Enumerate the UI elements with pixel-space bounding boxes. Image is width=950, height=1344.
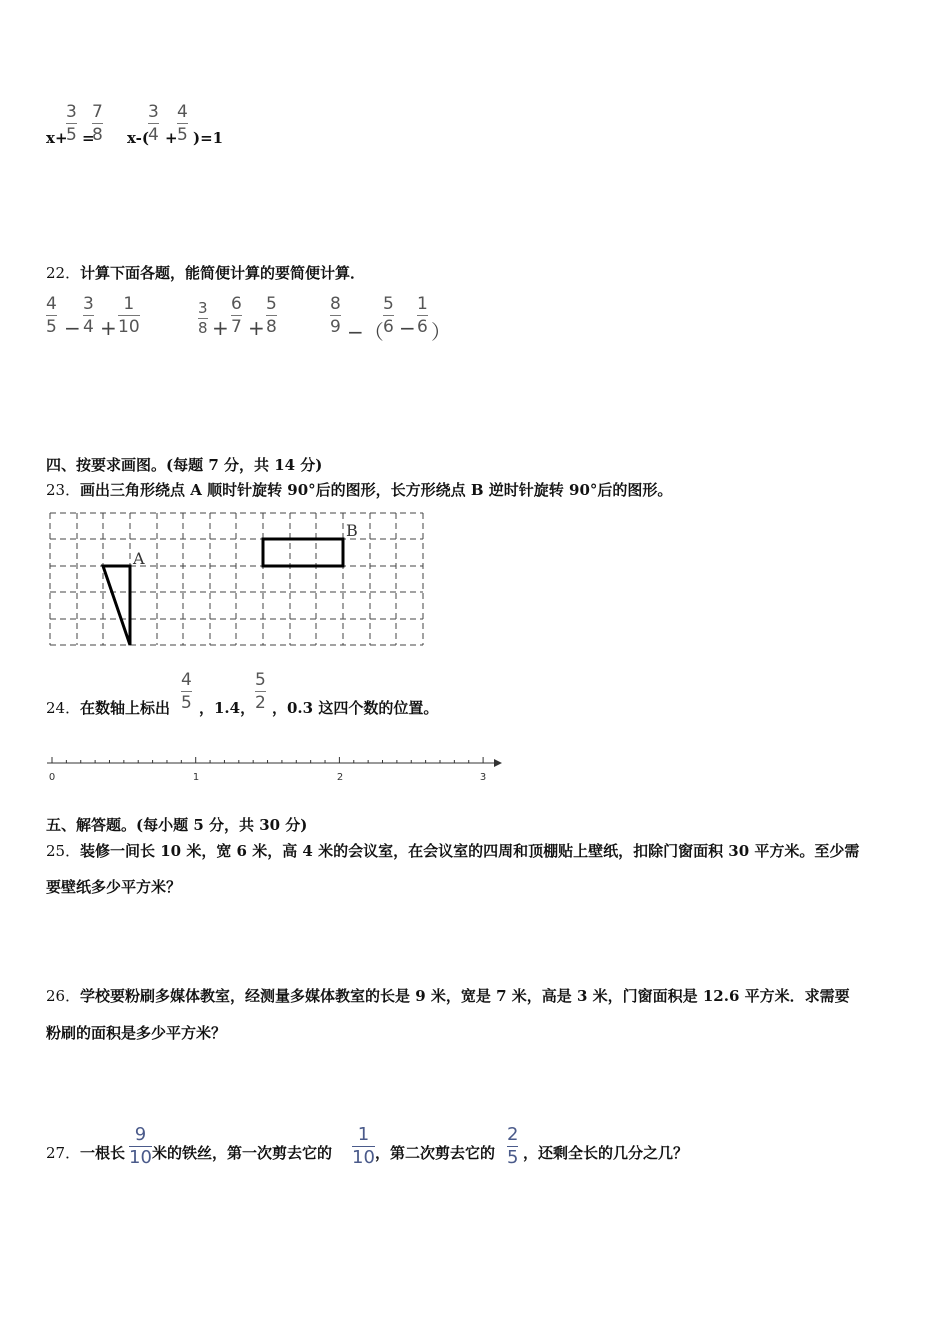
question-26-line-1: 学校要粉刷多媒体教室，经测量多媒体教室的长是 9 米，宽是 7 米，高是 3 米，门窗面积是 12.6 平方米．求需要 — [80, 987, 850, 1005]
q27-fraction-3: 2 5 — [507, 1124, 519, 1168]
axis-label-1: 1 — [192, 772, 200, 783]
eq2-fraction-1: 3 4 — [148, 102, 159, 145]
q24-text-before: 在数轴上标出 — [80, 699, 171, 717]
expr2-op2: + — [248, 316, 265, 340]
question-26-line-2: 粉刷的面积是多少平方米？ — [46, 1024, 227, 1042]
expr1-op1: − — [64, 316, 81, 340]
axis-arrow-icon — [494, 759, 502, 767]
expr3-fraction-b: 5 6 — [383, 294, 394, 337]
question-number: 25． — [46, 842, 81, 860]
expr1-fraction-b: 3 4 — [83, 294, 94, 337]
expr3-fraction-c: 1 6 — [417, 294, 428, 337]
eq1-fraction-1: 3 5 — [66, 102, 77, 145]
question-23-text: 画出三角形绕点 A 顺时针旋转 90°后的图形，长方形绕点 B 逆时针旋转 90°后的图形。 — [80, 481, 673, 499]
expr2-op1: + — [212, 316, 229, 340]
q27-text-3: ，第二次剪去它的 — [375, 1144, 496, 1162]
q24-text-mid: ，1.4， — [199, 699, 256, 717]
q27-text-1: 一根长 — [80, 1144, 126, 1162]
expr1-fraction-c: 1 10 — [118, 294, 140, 337]
section-5-title: 五、解答题。(每小题 5 分，共 30 分) — [46, 816, 308, 834]
question-number: 23． — [46, 481, 81, 499]
q24-fraction-1: 4 5 — [181, 670, 192, 713]
eq1-fraction-2: 7 8 — [92, 102, 103, 145]
q27-text-2: 米的铁丝，第一次剪去它的 — [152, 1144, 333, 1162]
rectangle-shape — [263, 539, 343, 566]
eq1-equals: = — [82, 129, 95, 147]
eq2-fraction-2: 4 5 — [177, 102, 188, 145]
eq2-lhs: x-( — [127, 129, 150, 147]
eq2-plus: + — [165, 129, 178, 147]
expr3-op1: −（ — [347, 320, 384, 344]
axis-label-2: 2 — [336, 772, 344, 783]
expr3-fraction-a: 8 9 — [330, 294, 341, 337]
q27-text-4: ，还剩全长的几分之几？ — [523, 1144, 689, 1162]
rotation-grid — [46, 508, 430, 650]
q24-fraction-2: 5 2 — [255, 670, 266, 713]
expr3-op2: − — [399, 316, 416, 340]
section-4-title: 四、按要求画图。(每题 7 分，共 14 分) — [46, 456, 323, 474]
eq1-lhs: x+ — [46, 129, 68, 147]
question-number: 24． — [46, 699, 81, 717]
axis-label-3: 3 — [479, 772, 487, 783]
axis-ticks — [52, 757, 483, 763]
eq2-rhs: )=1 — [193, 129, 224, 147]
number-line — [40, 752, 510, 786]
point-a-label: A — [133, 549, 145, 568]
expr2-fraction-a: 3 8 — [198, 299, 208, 337]
point-b-label: B — [346, 521, 358, 540]
triangle-shape — [103, 566, 130, 645]
question-25-line-2: 要壁纸多少平方米？ — [46, 878, 182, 896]
axis-label-0: 0 — [48, 772, 56, 783]
expr1-op2: + — [100, 316, 117, 340]
expr1-fraction-a: 4 5 — [46, 294, 57, 337]
question-number: 22． — [46, 264, 81, 282]
expr3-close: ） — [431, 320, 451, 344]
question-25-line-1: 装修一间长 10 米，宽 6 米，高 4 米的会议室，在会议室的四周和顶棚贴上壁纸，扣除门窗面积 30 平方米。至少需 — [80, 842, 860, 860]
question-number: 26． — [46, 987, 81, 1005]
question-text: 计算下面各题，能简便计算的要简便计算． — [80, 264, 366, 282]
q27-fraction-1: 9 10 — [129, 1124, 152, 1168]
q27-fraction-2: 1 10 — [352, 1124, 375, 1168]
question-number: 27． — [46, 1144, 81, 1162]
expr2-fraction-c: 5 8 — [266, 294, 277, 337]
q24-text-after: ，0.3 这四个数的位置。 — [272, 699, 439, 717]
expr2-fraction-b: 6 7 — [231, 294, 242, 337]
